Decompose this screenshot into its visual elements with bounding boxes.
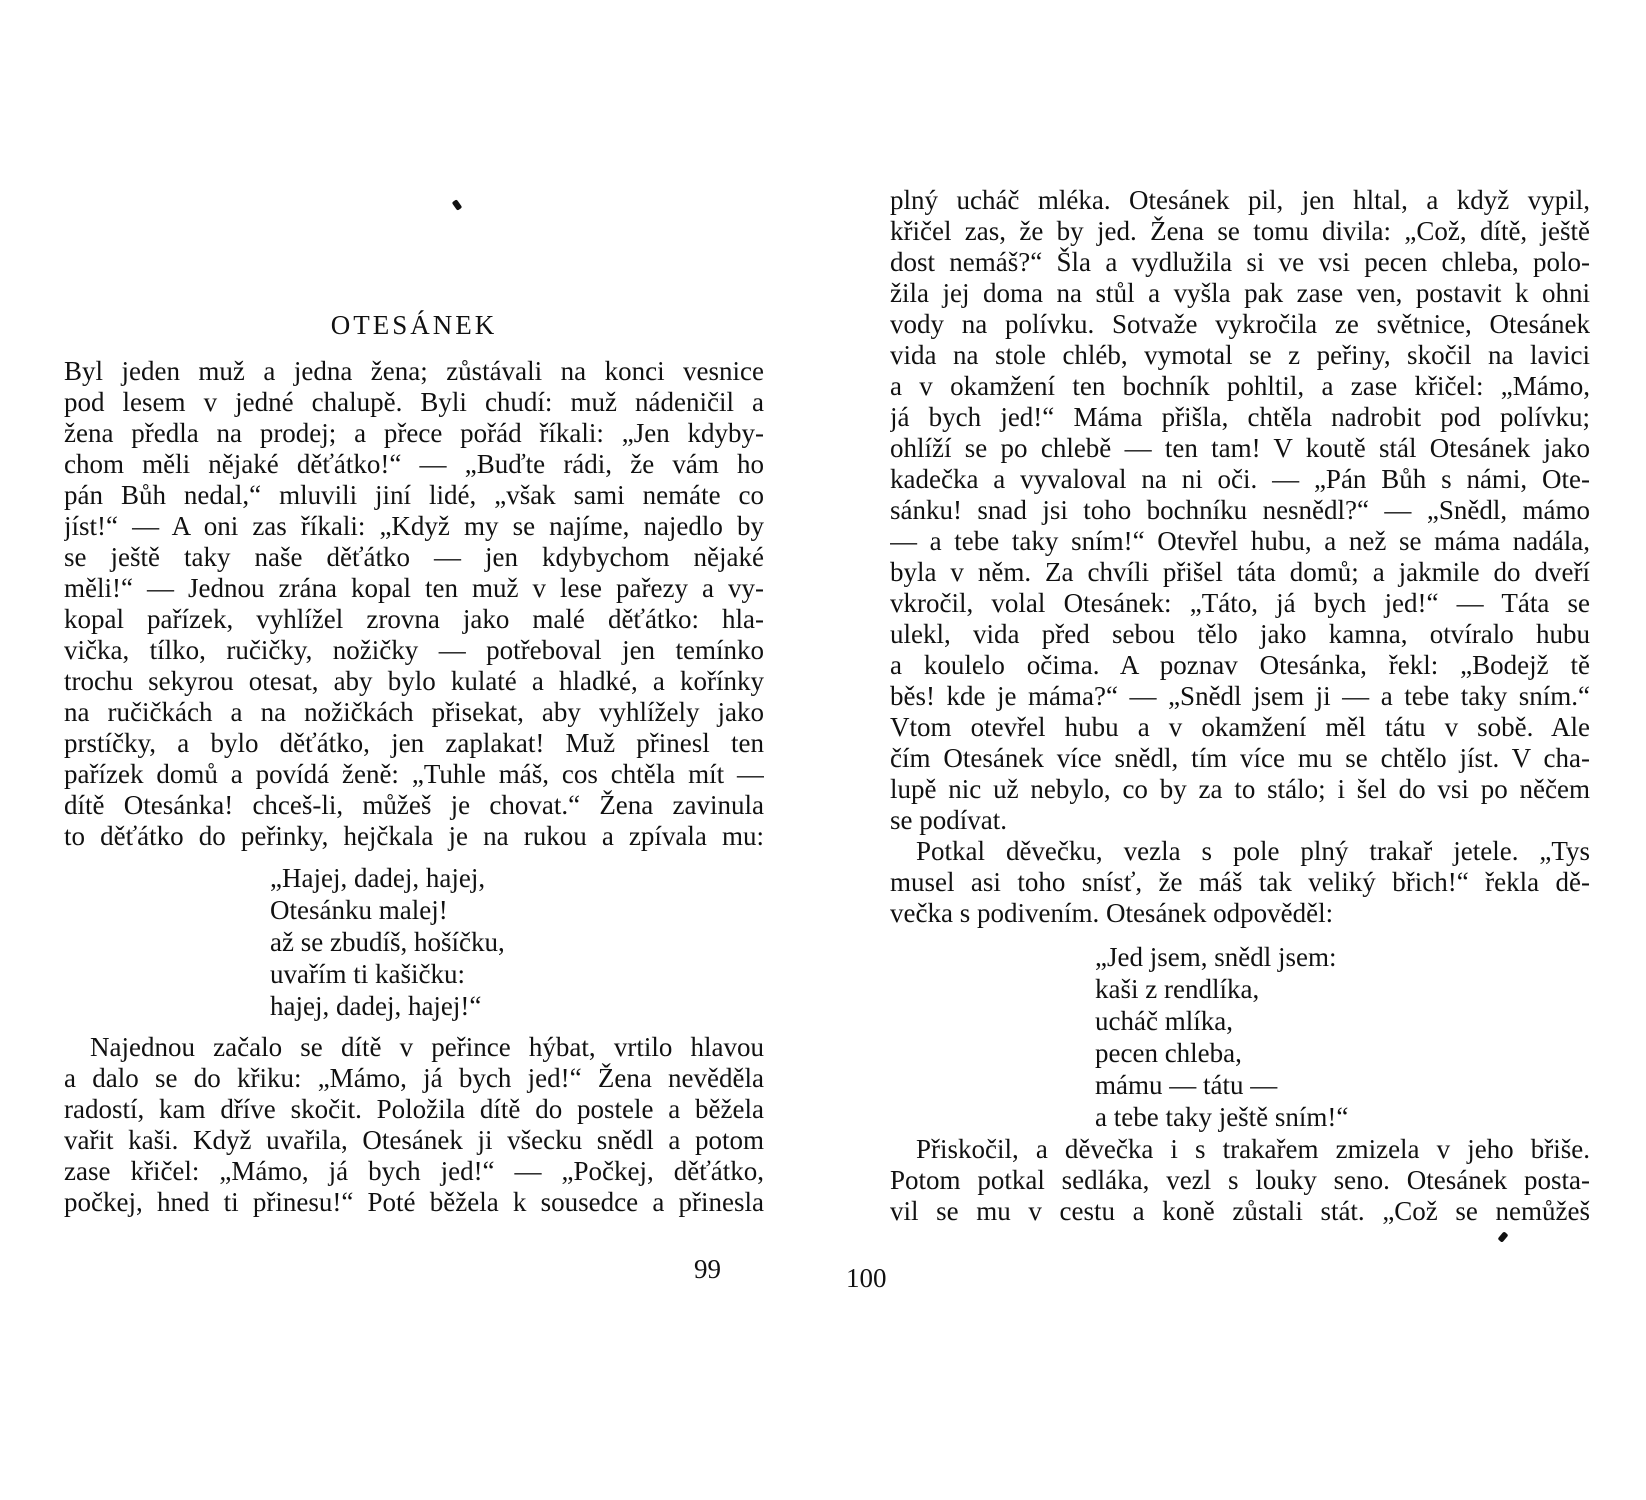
text-line: to děťátko do peřinky, hejčkala je na rukou a zpívala mu: (64, 821, 764, 851)
text-line: vody na polívku. Sotvaže vykročila ze světnice, Otesánek (890, 309, 1590, 339)
lullaby-verse (270, 862, 505, 1022)
text-line: ulekl, vida před sebou tělo jako kamna, otvíralo hubu (890, 619, 1590, 649)
text-line: plný ucháč mléka. Otesánek pil, jen hltal, a když vypil, (890, 185, 1590, 215)
text-line: byla v něm. Za chvíli přišel táta domů; a jakmile do dveří (890, 557, 1590, 587)
text-line: lupě nic už nebylo, co by za to stálo; i šel do vsi po něčem (890, 774, 1590, 804)
text-line: čím Otesánek více snědl, tím více mu se chtělo jíst. V cha- (890, 743, 1590, 773)
text-line: křičel zas, že by jed. Žena se tomu divila: „Což, dítě, ještě (890, 216, 1590, 246)
text-line: pod lesem v jedné chalupě. Byli chudí: muž nádeničil a (64, 387, 764, 417)
verse-line: „Hajej, dadej, hajej, (270, 863, 486, 893)
verse-line: Otesánku malej! (270, 895, 448, 925)
text-line: žila jej doma na stůl a vyšla pak zase ven, postavit k ohni (890, 278, 1590, 308)
text-line: a koulelo očima. A poznav Otesánka, řekl: „Bodejž tě (890, 650, 1590, 680)
verse-line: až se zbudíš, hošíčku, (270, 927, 505, 957)
text-line: vil se mu v cestu a koně zůstali stát. „Což se nemůžeš (890, 1196, 1590, 1226)
left-page (64, 0, 764, 1500)
text-line: počkej, hned ti přinesu!“ Poté běžela k sousedce a přinesla (64, 1187, 764, 1217)
text-line: pařízek domů a povídá ženě: „Tuhle máš, cos chtěla mít — (64, 759, 764, 789)
text-line: Potom potkal sedláka, vezl s louky seno. Otesánek posta- (890, 1165, 1590, 1195)
text-line: zase křičel: „Mámo, já bych jed!“ — „Počkej, děťátko, (64, 1156, 764, 1186)
verse-line: mámu — tátu — (1095, 1070, 1278, 1100)
text-line: jíst!“ — A oni zas říkali: „Když my se najíme, najedlo by (64, 511, 764, 541)
text-line: sánku! snad jsi toho bochníku nesnědl?“ — „Snědl, mámo (890, 495, 1590, 525)
text-line: Vtom otevřel hubu a v okamžení měl tátu v sobě. Ale (890, 712, 1590, 742)
text-line: kopal pařízek, vyhlížel zrovna jako malé děťátko: hla- (64, 604, 764, 634)
print-mark (1497, 1231, 1508, 1243)
print-mark (452, 199, 463, 211)
text-line: — a tebe taky sním!“ Otevřel hubu, a než se máma nadála, (890, 526, 1590, 556)
text-line: a dalo se do křiku: „Mámo, já bych jed!“ Žena nevěděla (64, 1063, 764, 1093)
page-number: 100 (846, 1263, 887, 1293)
text-line: ohlíží se po chlebě — ten tam! V koutě stál Otesánek jako (890, 433, 1590, 463)
text-line: Najednou začalo se dítě v peřince hýbat, vrtilo hlavou (90, 1032, 764, 1062)
text-line: žena předla na prodej; a přece pořád říkali: „Jen kdyby- (64, 418, 764, 448)
text-line: se podívat. (890, 805, 1007, 835)
text-line: dost nemáš?“ Šla a vydlužila si ve vsi pecen chleba, polo- (890, 247, 1590, 277)
verse-line: a tebe taky ještě sním!“ (1095, 1102, 1349, 1132)
text-line: měli!“ — Jednou zrána kopal ten muž v lese pařezy a vy- (64, 573, 764, 603)
text-line: prstíčky, a bylo děťátko, jen zaplakat! Muž přinesl ten (64, 728, 764, 758)
song-verse (1095, 941, 1348, 1133)
right-page (846, 0, 1590, 1500)
text-line: já bych jed!“ Máma přišla, chtěla nadrobit pod polívku; (890, 402, 1590, 432)
text-line: se ještě taky naše děťátko — jen kdybychom nějaké (64, 542, 764, 572)
text-line: radostí, kam dříve skočit. Položila dítě do postele a běžela (64, 1094, 764, 1124)
text-line: vička, tílko, ručičky, nožičky — potřeboval jen temínko (64, 635, 764, 665)
verse-line: „Jed jsem, snědl jsem: (1095, 942, 1337, 972)
text-line: dítě Otesánka! chceš-li, můžeš je chovat.“ Žena zavinula (64, 790, 764, 820)
text-line: na ručičkách a na nožičkách přisekat, aby vyhlížely jako (64, 697, 764, 727)
text-line: Byl jeden muž a jedna žena; zůstávali na konci vesnice (64, 356, 764, 386)
text-line: vida na stole chléb, vymotal se z peřiny, skočil na lavici (890, 340, 1590, 370)
text-line: Potkal děvečku, vezla s pole plný trakař jetele. „Tys (916, 836, 1590, 866)
page-number: 99 (694, 1254, 721, 1284)
text-line: večka s podivením. Otesánek odpověděl: (890, 898, 1334, 928)
text-line: Přiskočil, a děvečka i s trakařem zmizela v jeho břiše. (916, 1134, 1590, 1164)
text-line: musel asi toho snísť, že máš tak veliký břich!“ řekla dě- (890, 867, 1590, 897)
chapter-title: OTESÁNEK (330, 310, 498, 340)
text-line: a v okamžení ten bochník pohltil, a zase křičel: „Mámo, (890, 371, 1590, 401)
text-line: chom měli nějaké děťátko!“ — „Buďte rádi, že vám ho (64, 449, 764, 479)
verse-line: ucháč mlíka, (1095, 1006, 1233, 1036)
verse-line: kaši z rendlíka, (1095, 974, 1260, 1004)
text-line: vkročil, volal Otesánek: „Táto, já bych jed!“ — Táta se (890, 588, 1590, 618)
text-line: běs! kde je máma?“ — „Snědl jsem ji — a tebe taky sním.“ (890, 681, 1590, 711)
text-line: trochu sekyrou otesat, aby bylo kulaté a hladké, a kořínky (64, 666, 764, 696)
text-line: vařit kaši. Když uvařila, Otesánek ji všecku snědl a potom (64, 1125, 764, 1155)
verse-line: pecen chleba, (1095, 1038, 1242, 1068)
text-line: kadečka a vyvaloval na ni oči. — „Pán Bůh s námi, Ote- (890, 464, 1590, 494)
verse-line: uvařím ti kašičku: (270, 959, 465, 989)
verse-line: hajej, dadej, hajej!“ (270, 991, 482, 1021)
text-line: pán Bůh nedal,“ mluvili jiní lidé, „však sami nemáte co (64, 480, 764, 510)
